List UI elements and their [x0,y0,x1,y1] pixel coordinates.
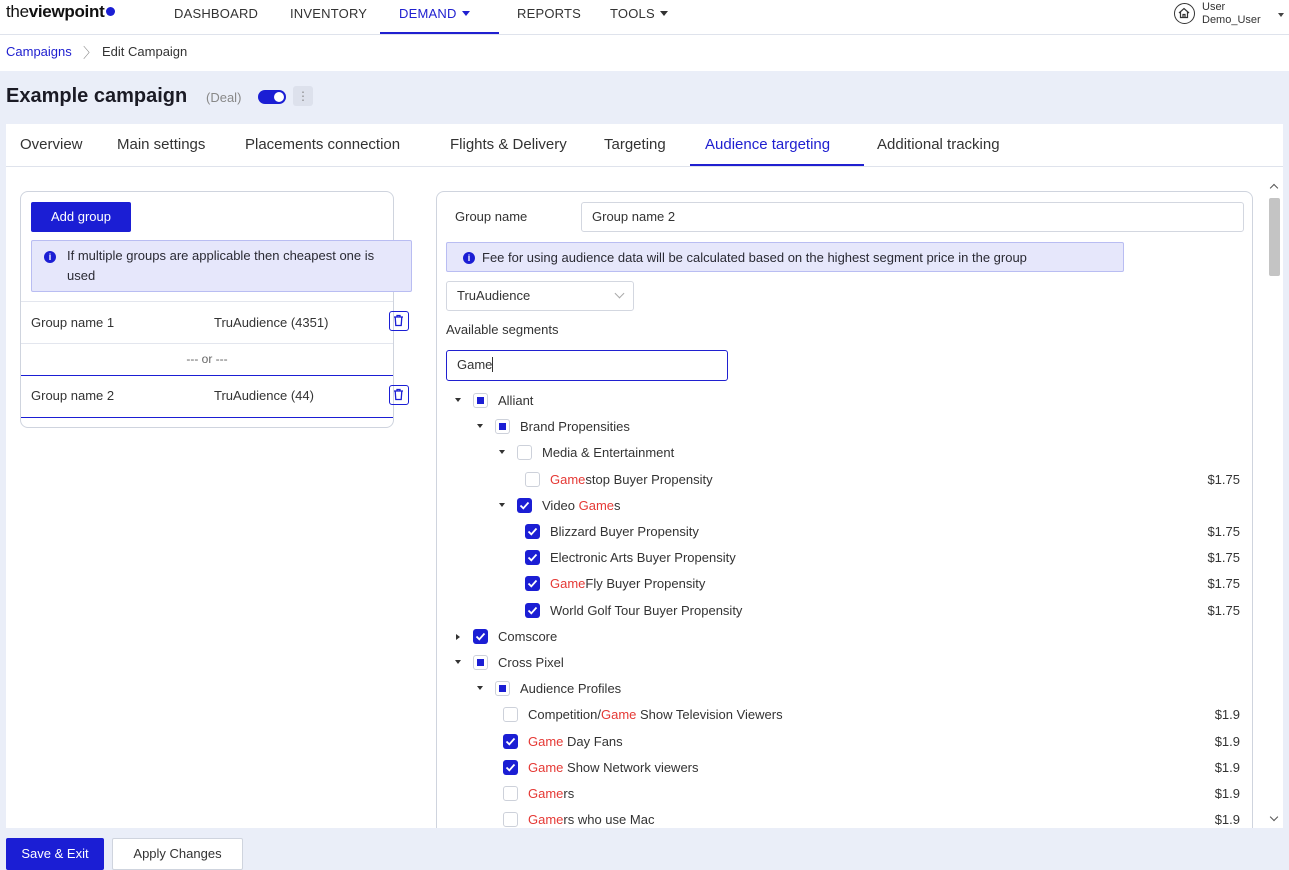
group-name: Group name 1 [31,315,115,330]
segment-price: $1.75 [1207,524,1240,539]
segment-leaf-row[interactable] [437,571,1252,597]
segment-label [550,603,742,618]
segment-label [550,524,699,539]
tab-audience-targeting[interactable]: Audience targeting [705,136,831,153]
search-match-highlight: Game [550,576,586,592]
segment-label [542,498,621,513]
segment-label-text: Media & Entertainment [542,445,675,461]
user-menu-chevron-icon[interactable] [1278,13,1284,17]
group-name-label: Group name [455,209,528,224]
tab-main-settings[interactable]: Main settings [117,136,206,153]
expand-down-icon[interactable] [477,686,483,690]
or-separator: --- or --- [21,343,393,375]
nav-inventory[interactable]: INVENTORY [290,6,368,21]
groups-panel [20,191,394,428]
segment-checkbox[interactable] [503,760,518,775]
segment-label-text: World Golf Tour Buyer Propensity [550,602,743,618]
segment-checkbox[interactable] [473,393,488,408]
segment-label [528,707,783,722]
expand-down-icon[interactable] [499,503,505,507]
segment-label [498,655,564,670]
segment-price: $1.75 [1207,602,1240,618]
segment-label-text: stop Buyer Propensity [585,471,713,487]
segment-label [528,760,699,775]
logo-text-bold: viewpoint [28,2,105,21]
segment-checkbox[interactable] [525,524,540,539]
segment-leaf-row[interactable] [437,702,1252,728]
info-icon: i [463,252,475,264]
user-name: Demo_User [1202,14,1261,26]
logo-text-thin: the [6,2,29,21]
segment-label [542,445,674,460]
apply-changes-button[interactable]: Apply Changes [112,838,243,870]
group-editor-panel [436,191,1253,828]
segment-checkbox[interactable] [495,681,510,696]
nav-demand[interactable] [399,6,470,21]
top-nav [0,0,1289,35]
tab-overview[interactable]: Overview [20,136,83,153]
segment-checkbox[interactable] [473,629,488,644]
segment-leaf-row[interactable] [437,598,1252,624]
search-match-highlight: Game [528,759,564,775]
chevron-down-icon [615,289,625,299]
scroll-up-icon[interactable] [1270,184,1278,192]
segment-category-row[interactable] [437,414,1252,440]
segment-category-row[interactable] [437,440,1252,466]
segment-label-text: Day Fans [563,733,623,749]
segment-price: $1.9 [1214,812,1240,828]
segment-label [528,734,623,749]
segment-category-row[interactable] [437,388,1252,414]
text-cursor [492,357,493,372]
group-name-input[interactable]: Group name 2 [581,202,1244,232]
segment-checkbox[interactable] [525,550,540,565]
segment-label [550,550,736,565]
group-source: TruAudience (44) [214,388,314,403]
expand-down-icon[interactable] [477,424,483,428]
segment-leaf-row[interactable] [437,467,1252,493]
breadcrumb-separator-icon: 〉 [83,45,97,61]
segment-checkbox[interactable] [525,472,540,487]
campaign-tabs [6,124,1283,167]
segment-label-text: Competition/ [528,707,601,723]
save-exit-button[interactable]: Save & Exit [6,838,104,870]
campaign-type-badge: (Deal) [206,90,242,105]
segment-label-text: Blizzard Buyer Propensity [550,524,699,539]
segment-leaf-row[interactable] [437,807,1252,828]
segment-leaf-row[interactable] [437,755,1252,781]
segment-category-row[interactable] [437,624,1252,650]
segment-price: $1.9 [1214,786,1240,801]
segment-label [498,393,533,408]
group-row-selected[interactable] [21,375,393,418]
segment-label-text: rs [563,786,575,801]
fee-info-text: Fee for using audience data will be calculated based on the highest segment price in the group [482,250,1027,265]
user-menu[interactable] [1202,1,1261,27]
segment-label-text: Cross Pixel [498,655,564,670]
tab-additional-tracking[interactable]: Additional tracking [877,136,1000,153]
segment-label-text: Alliant [498,393,534,408]
more-options-icon[interactable]: ⋮ [293,86,313,106]
campaign-active-toggle[interactable] [258,90,286,104]
provider-select[interactable] [446,281,634,311]
tab-placements-connection[interactable]: Placements connection [245,136,401,153]
segment-label-text: s [614,497,621,513]
scrollbar[interactable] [1266,180,1283,828]
segment-checkbox[interactable] [503,786,518,801]
delete-group-icon[interactable] [389,311,409,331]
segment-label [520,681,621,696]
groups-info-text: If multiple groups are applicable then cheapest one is used [67,248,375,283]
tab-active-underline [690,164,864,166]
tab-flights-delivery[interactable]: Flights & Delivery [450,136,567,153]
segment-label-text: Fly Buyer Propensity [585,576,706,592]
segment-price: $1.9 [1214,707,1240,723]
page-title: Example campaign [6,85,188,107]
search-match-highlight: Game [550,471,586,487]
fee-info-box [446,242,1124,272]
expand-down-icon[interactable] [455,398,461,402]
user-role: User [1202,1,1226,13]
segment-price: $1.75 [1207,471,1240,487]
search-match-highlight: Game [600,707,637,723]
segment-checkbox[interactable] [473,655,488,670]
segment-checkbox[interactable] [503,707,518,722]
breadcrumb-campaigns-link[interactable]: Campaigns [6,44,72,59]
segment-label-text: Show Television Viewers [636,707,783,723]
tab-targeting[interactable]: Targeting [604,136,666,153]
segment-leaf-row[interactable] [437,729,1252,755]
segment-leaf-row[interactable] [437,545,1252,571]
segment-label [498,629,557,644]
segment-label [520,419,630,434]
expand-right-icon[interactable] [456,634,460,640]
segment-price: $1.75 [1207,576,1240,592]
segment-label [550,576,705,591]
search-match-highlight: Game [528,786,564,801]
segment-label [528,786,574,801]
groups-info-box [31,240,412,292]
group-source: TruAudience (4351) [214,315,329,330]
add-group-button[interactable]: Add group [31,202,131,232]
segment-checkbox[interactable] [503,812,518,827]
segment-checkbox[interactable] [525,603,540,618]
segment-label-text: Video [542,497,579,513]
breadcrumb-current: Edit Campaign [102,44,188,59]
segment-category-row[interactable] [437,493,1252,519]
segment-label [550,472,713,487]
segment-leaf-row[interactable] [437,781,1252,807]
content-area [6,167,1283,828]
chevron-down-icon [660,11,668,16]
segment-label-text: Electronic Arts Buyer Propensity [550,550,736,566]
segment-price: $1.9 [1214,759,1240,775]
segment-checkbox[interactable] [517,445,532,460]
segment-checkbox[interactable] [495,419,510,434]
segment-label [528,812,654,827]
segment-category-row[interactable] [437,676,1252,702]
nav-tools-label: TOOLS [610,6,655,21]
segment-price: $1.75 [1207,550,1240,566]
expand-down-icon[interactable] [455,660,461,664]
app-logo[interactable] [6,2,115,22]
nav-active-underline [380,32,499,34]
segment-checkbox[interactable] [525,576,540,591]
search-match-highlight: Game [528,733,564,749]
chevron-down-icon [462,11,470,16]
segment-checkbox[interactable] [503,734,518,749]
scrollbar-thumb[interactable] [1269,198,1280,276]
segment-category-row[interactable] [437,650,1252,676]
segment-label-text: Audience Profiles [520,681,622,697]
available-segments-label: Available segments [446,322,559,337]
segment-label-text: Show Network viewers [563,759,699,775]
segment-label-text: rs who use Mac [563,812,655,828]
nav-dashboard[interactable]: DASHBOARD [174,6,259,21]
group-row[interactable] [21,301,393,343]
segment-label-text: Brand Propensities [520,419,630,435]
segment-checkbox[interactable] [517,498,532,513]
segment-leaf-row[interactable] [437,519,1252,545]
segment-search-input[interactable] [446,350,728,381]
segment-label-text: Comscore [498,628,558,644]
search-match-highlight: Game [528,812,564,828]
scroll-down-icon[interactable] [1270,813,1278,821]
group-name: Group name 2 [31,388,115,403]
expand-down-icon[interactable] [499,450,505,454]
breadcrumb [0,35,1289,71]
provider-select-value: TruAudience [457,288,531,303]
info-icon: i [44,251,56,263]
delete-group-icon[interactable] [389,385,409,405]
nav-tools[interactable] [610,6,668,21]
nav-reports[interactable]: REPORTS [517,6,582,21]
logo-dot-icon [106,7,115,16]
nav-demand-label: DEMAND [399,6,457,21]
segment-search-value: Game [457,357,493,372]
search-match-highlight: Game [578,497,615,513]
home-icon[interactable] [1174,3,1195,24]
segment-price: $1.9 [1214,733,1240,749]
